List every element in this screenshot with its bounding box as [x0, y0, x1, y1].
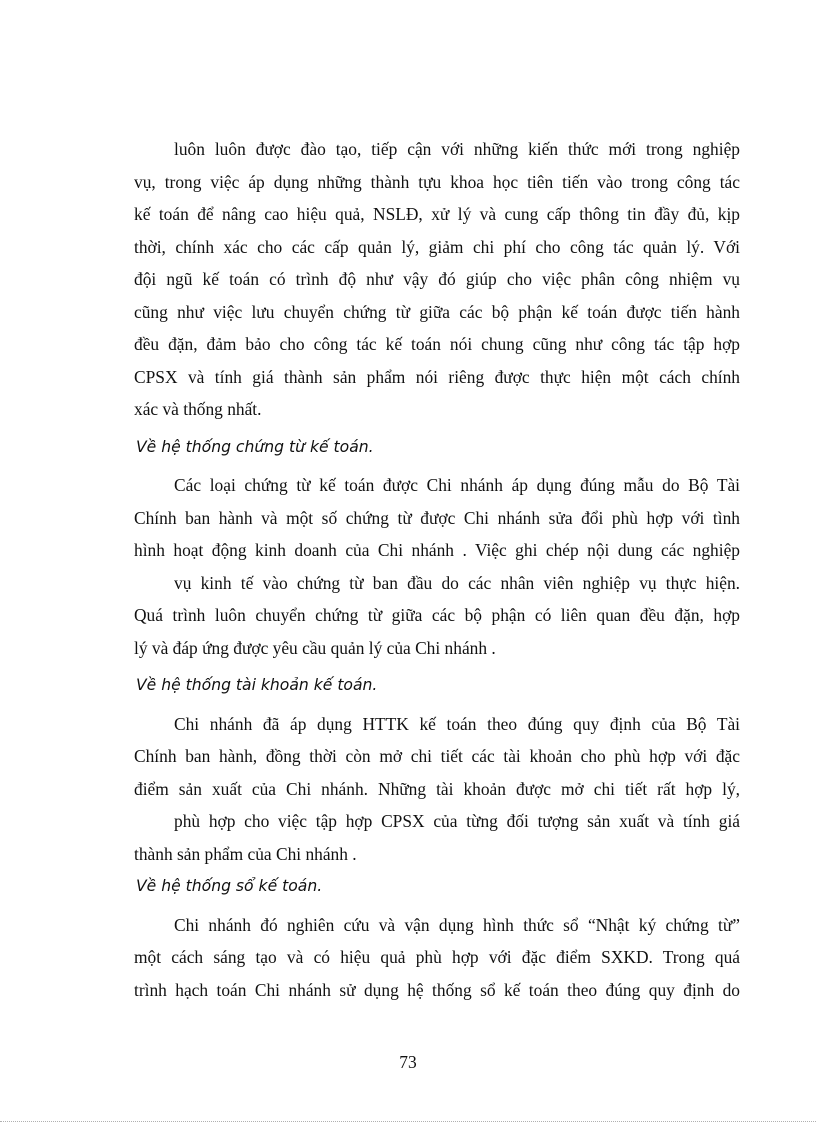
body-text — [134, 133, 740, 1006]
text-line: cũng như việc lưu chuyển chứng từ giữa các bộ phận kế toán được tiến hành — [134, 301, 740, 322]
text-line: vụ, trong việc áp dụng những thành tựu khoa học tiên tiến vào trong công tác — [134, 171, 740, 192]
text-line: Chính ban hành và một số chứng từ được Chi nhánh sửa đổi phù hợp với tình — [134, 507, 740, 528]
text-line: Chi nhánh đã áp dụng HTTK kế toán theo đúng quy định của Bộ Tài — [174, 713, 740, 734]
text-line: đội ngũ kế toán có trình độ như vậy đó giúp cho việc phân công nhiệm vụ — [134, 269, 740, 289]
text-line: hình hoạt động kinh doanh của Chi nhánh . Việc ghi chép nội dung các nghiệp — [134, 540, 740, 560]
paragraph — [134, 708, 740, 871]
text-line: xác và thống nhất. — [134, 399, 262, 419]
section-heading: Về hệ thống sổ kế toán. — [136, 877, 323, 895]
page-bottom-divider — [0, 1121, 816, 1122]
text-line: lý và đáp ứng được yêu cầu quản lý của Chi nhánh . — [134, 637, 496, 658]
paragraph — [134, 469, 740, 664]
text-line: trình hạch toán Chi nhánh sử dụng hệ thống sổ kế toán theo đúng quy định do — [134, 979, 740, 1000]
section-heading: Về hệ thống chứng từ kế toán. — [136, 437, 374, 456]
text-line: Quá trình luôn chuyển chứng từ giữa các bộ phận có liên quan đều đặn, hợp — [134, 605, 740, 625]
page-number: 73 — [399, 1052, 417, 1072]
text-line: Các loại chứng từ kế toán được Chi nhánh áp dụng đúng mẫu do Bộ Tài — [174, 475, 740, 495]
text-line: CPSX và tính giá thành sản phẩm nói riêng được thực hiện một cách chính — [134, 366, 740, 387]
section-heading: Về hệ thống tài khoản kế toán. — [136, 676, 378, 694]
text-line: đều đặn, đảm bảo cho công tác kế toán nói chung cũng như công tác tập hợp — [134, 334, 740, 354]
text-line: điểm sản xuất của Chi nhánh. Những tài khoản được mở chi tiết rất hợp lý, — [134, 778, 740, 799]
paragraph — [134, 909, 740, 1007]
text-line: thành sản phẩm của Chi nhánh . — [134, 843, 357, 864]
text-line: kế toán để nâng cao hiệu quả, NSLĐ, xử lý và cung cấp thông tin đầy đủ, kịp — [134, 204, 740, 224]
text-line: luôn luôn được đào tạo, tiếp cận với những kiến thức mới trong nghiệp — [174, 139, 740, 159]
text-line: một cách sáng tạo và có hiệu quả phù hợp với đặc điểm SXKD. Trong quá — [134, 947, 740, 967]
text-line: vụ kinh tế vào chứng từ ban đầu do các nhân viên nghiệp vụ thực hiện. — [174, 572, 740, 593]
text-line: thời, chính xác cho các cấp quản lý, giảm chi phí cho công tác quản lý. Với — [134, 236, 740, 257]
text-line: Chi nhánh đó nghiên cứu và vận dụng hình thức sổ “Nhật ký chứng từ” — [174, 914, 740, 935]
paragraph — [134, 133, 740, 426]
text-line: Chính ban hành, đồng thời còn mở chi tiết các tài khoản cho phù hợp với đặc — [134, 746, 740, 766]
text-line: phù hợp cho việc tập hợp CPSX của từng đối tượng sản xuất và tính giá — [174, 811, 740, 831]
